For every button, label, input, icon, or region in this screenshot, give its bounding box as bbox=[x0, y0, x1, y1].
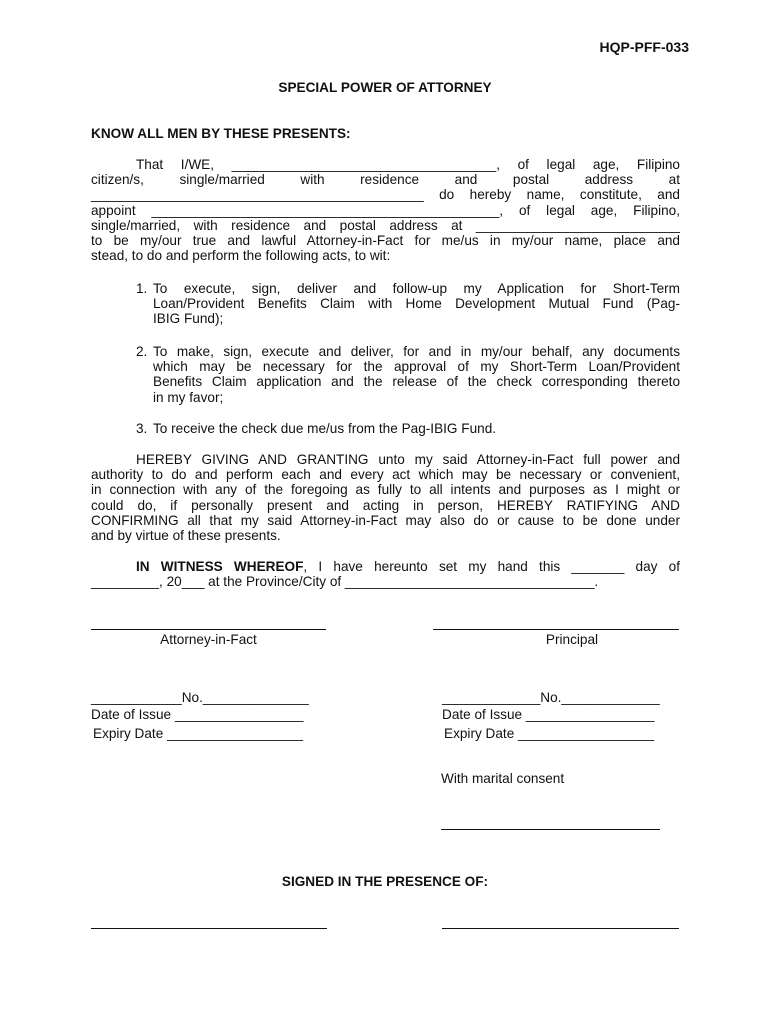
witness-1-signature-line bbox=[91, 928, 327, 929]
intro-line: stead, to do and perform the following acts, to wit: bbox=[91, 248, 391, 264]
principal-date-of-issue: Date of Issue _________________ bbox=[442, 707, 655, 722]
document-title: SPECIAL POWER OF ATTORNEY bbox=[278, 80, 492, 95]
witness-bold: IN WITNESS WHEREOF bbox=[136, 559, 304, 574]
granting-line: and by virtue of these presents. bbox=[91, 527, 281, 543]
intro-paragraph bbox=[91, 157, 680, 263]
intro-line: single/married, with residence and postal address at ___________________________ bbox=[91, 217, 680, 233]
granting-line: authority to do and perform each and every act which may be necessary or convenient, bbox=[91, 467, 680, 483]
act-number: 1. bbox=[136, 281, 148, 296]
act-line: IBIG Fund); bbox=[153, 311, 224, 327]
attorney-label: Attorney-in-Fact bbox=[160, 632, 257, 647]
act-number: 2. bbox=[136, 344, 148, 359]
witness-rest: , I have hereunto set my hand this _______ day of bbox=[303, 559, 680, 574]
principal-expiry-date: Expiry Date __________________ bbox=[444, 726, 655, 741]
act-line: To execute, sign, deliver and follow-up my Application for Short-Term bbox=[153, 281, 680, 296]
attorney-date-of-issue: Date of Issue _________________ bbox=[91, 707, 304, 722]
attorney-id-no: ____________No.______________ bbox=[91, 690, 309, 705]
granting-paragraph bbox=[91, 452, 680, 543]
opening-heading: KNOW ALL MEN BY THESE PRESENTS: bbox=[91, 126, 351, 141]
act-line: To make, sign, execute and deliver, for and in my/our behalf, any documents bbox=[153, 344, 680, 359]
witness-paragraph bbox=[91, 559, 680, 589]
act-line: Loan/Provident Benefits Claim with Home Development Mutual Fund (Pag- bbox=[153, 296, 680, 312]
marital-consent-label: With marital consent bbox=[441, 771, 565, 786]
marital-consent-signature-line bbox=[441, 829, 660, 830]
act-line: Benefits Claim application and the release of the check corresponding thereto bbox=[153, 374, 680, 390]
intro-line: citizen/s, single/married with residence and postal address at bbox=[91, 172, 680, 188]
principal-id-no: _____________No._____________ bbox=[442, 690, 660, 705]
attorney-signature-line bbox=[91, 629, 326, 630]
granting-line: in connection with any of the foregoing as fully to all intents and purposes as I might or bbox=[91, 482, 680, 498]
witness-line-2: _________, 20___ at the Province/City of _________________________________. bbox=[91, 574, 599, 590]
intro-line: That I/WE, ___________________________________, of legal age, Filipino bbox=[136, 157, 680, 172]
attorney-expiry-date: Expiry Date __________________ bbox=[93, 726, 304, 741]
witness-line-1 bbox=[91, 559, 680, 574]
intro-line: ____________________________________________ do hereby name, constitute, and bbox=[91, 187, 680, 203]
act-item-2 bbox=[136, 344, 680, 405]
act-number: 3. bbox=[136, 421, 148, 436]
form-code: HQP-PFF-033 bbox=[599, 39, 689, 55]
principal-label: Principal bbox=[545, 632, 599, 647]
intro-line: to be my/our true and lawful Attorney-in-Fact for me/us in my/our name, place and bbox=[91, 232, 680, 248]
witness-2-signature-line bbox=[442, 928, 679, 929]
principal-signature-line bbox=[433, 629, 679, 630]
act-line: To receive the check due me/us from the Pag-IBIG Fund. bbox=[153, 421, 497, 436]
signed-presence-heading: SIGNED IN THE PRESENCE OF: bbox=[281, 874, 489, 889]
act-line: which may be necessary for the approval of my Short-Term Loan/Provident bbox=[153, 359, 680, 375]
act-item-3 bbox=[136, 421, 680, 436]
granting-line: CONFIRMING all that my said Attorney-in-Fact may also do or cause to be done under bbox=[91, 512, 680, 528]
granting-line: HEREBY GIVING AND GRANTING unto my said Attorney-in-Fact full power and bbox=[136, 452, 680, 467]
act-line: in my favor; bbox=[153, 389, 224, 405]
act-item-1 bbox=[136, 281, 680, 327]
intro-line: appoint ______________________________________________, of legal age, Filipino, bbox=[91, 202, 680, 218]
granting-line: could do, if personally present and acting in person, HEREBY RATIFYING AND bbox=[91, 497, 680, 513]
